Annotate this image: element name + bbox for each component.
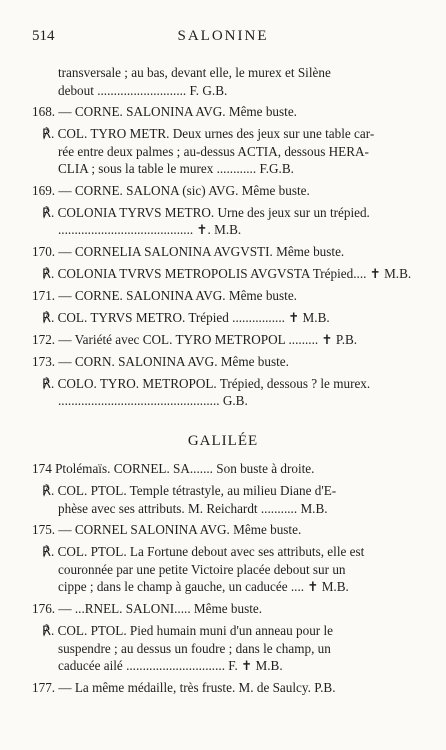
catalog-entry-168: 168. — CORNE. SALONINA AVG. Même buste. xyxy=(32,104,297,119)
text-line: transversale ; au bas, devant elle, le murex et Silène xyxy=(58,65,331,80)
text-line: ℟. COL. PTOL. Temple tétrastyle, au milieu Diane d'E- xyxy=(42,483,337,498)
catalog-entry-173: 173. — CORN. SALONINA AVG. Même buste. xyxy=(32,354,289,369)
text-line: CLIA ; sous la table le murex ............ F.G.B. xyxy=(58,161,294,176)
text-line: caducée ailé .............................. F. ✝ M.B. xyxy=(58,658,283,673)
section-title: GALILÉE xyxy=(187,433,259,449)
text-line: debout ........................... F. G.B. xyxy=(58,83,228,98)
text-line: rée entre deux palmes ; au-dessus ACTIA, dessous HERA- xyxy=(58,144,369,159)
text-line: suspendre ; au dessus un foudre ; dans le champ, un xyxy=(58,641,331,656)
catalog-entry-175: 175. — CORNEL SALONINA AVG. Même buste. xyxy=(32,522,302,537)
catalog-entry-171: 171. — CORNE. SALONINA AVG. Même buste. xyxy=(32,288,297,303)
page-header xyxy=(32,28,414,48)
text-line: ................................................. G.B. xyxy=(58,393,248,408)
text-line: ℟. COL. TYRO METR. Deux urnes des jeux sur une table car- xyxy=(42,126,375,141)
catalog-entry-169: 169. — CORNE. SALONA (sic) AVG. Même buste. xyxy=(32,183,310,198)
text-line: couronnée par une petite Victoire placée debout sur un xyxy=(58,562,346,577)
text-line: ℟. COLO. TYRO. METROPOL. Trépied, dessous ? le murex. xyxy=(42,376,371,391)
catalog-entry-170: 170. — CORNELIA SALONINA AVGVSTI. Même buste. xyxy=(32,244,345,259)
text-line: ℟. COL. PTOL. La Fortune debout avec ses attributs, elle est xyxy=(42,544,365,559)
text-line: ......................................... ✝. M.B. xyxy=(58,222,242,237)
text-line: phèse avec ses attributs. M. Reichardt ........... M.B. xyxy=(58,501,328,516)
catalog-entry-177: 177. — La même médaille, très fruste. M. de Saulcy. P.B. xyxy=(32,680,336,695)
text-line: cippe ; dans le champ à gauche, un caducée .... ✝ M.B. xyxy=(58,579,349,594)
page-number: 514 xyxy=(32,28,55,44)
text-line: ℟. COL. TYRVS METRO. Trépied ................ ✝ M.B. xyxy=(42,310,330,325)
running-title: SALONINE xyxy=(177,28,269,44)
catalog-entry-172: 172. — Variété avec COL. TYRO METROPOL ......... ✝ P.B. xyxy=(32,332,358,347)
catalog-entry-174: 174 Ptolémaïs. CORNEL. SA....... Son buste à droite. xyxy=(32,461,315,476)
text-line: ℟. COLONIA TVRVS METROPOLIS AVGVSTA Trépied.... ✝ M.B. xyxy=(42,266,412,281)
text-line: ℟. COLONIA TYRVS METRO. Urne des jeux sur un trépied. xyxy=(42,205,370,220)
text-line: ℟. COL. PTOL. Pied humain muni d'un anneau pour le xyxy=(42,623,333,638)
catalog-entry-176: 176. — ...RNEL. SALONI..... Même buste. xyxy=(32,601,263,616)
